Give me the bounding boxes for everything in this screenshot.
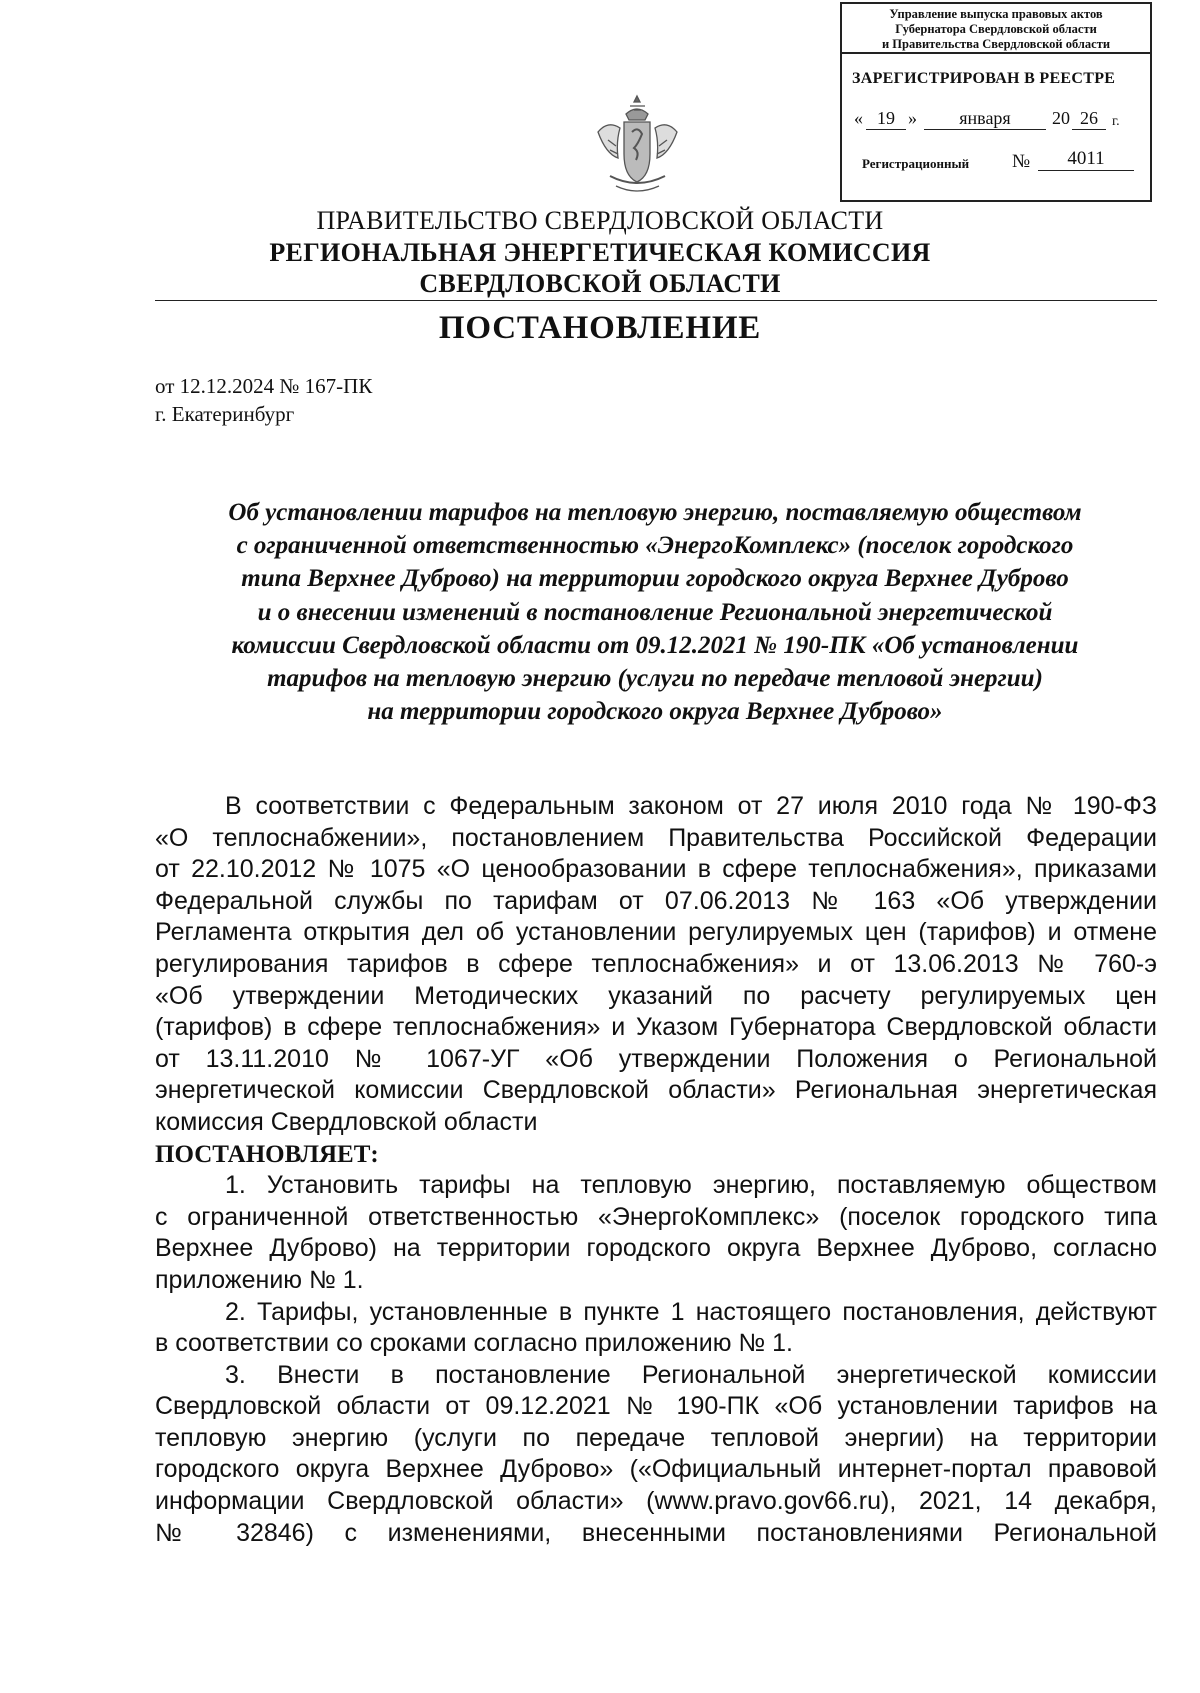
document-date-number: от 12.12.2024 № 167-ПК — [155, 374, 373, 398]
item-1-line: приложению № 1. — [155, 1265, 364, 1294]
item-3-line: тепловую энергию (услуги по передаче тепловой энергии) на территории — [155, 1423, 1157, 1452]
preamble-line: энергетической комиссии Свердловской области» Региональная энергетическая — [155, 1076, 1157, 1105]
government-heading: ПРАВИТЕЛЬСТВО СВЕРДЛОВСКОЙ ОБЛАСТИ — [316, 206, 884, 235]
stamp-year-suffix: 26 — [1072, 108, 1106, 130]
stamp-date — [854, 108, 1146, 134]
item-2-line: 2. Тарифы, установленные в пункте 1 настоящего постановления, действуют — [225, 1297, 1157, 1326]
stamp-quote-close: » — [908, 108, 917, 128]
resolves-heading: ПОСТАНОВЛЯЕТ: — [155, 1140, 379, 1168]
stamp-quote-open: « — [854, 108, 863, 128]
document-subject-title — [160, 496, 1150, 728]
item-3-line: Свердловской области от 09.12.2021 № 190-ПК «Об установлении тарифов на — [155, 1392, 1157, 1421]
item-3-line: информации Свердловской области» (www.pravo.gov66.ru), 2021, 14 декабря, — [155, 1487, 1157, 1516]
title-line: на территории городского округа Верхнее Дуброво» — [367, 698, 943, 726]
item-2-line: в соответствии со сроками согласно приложению № 1. — [155, 1329, 794, 1358]
preamble-line: Федеральной службы по тарифам от 07.06.2013 № 163 «Об утверждении — [155, 886, 1157, 915]
preamble-line: от 22.10.2012 № 1075 «О ценообразовании в сфере теплоснабжения», приказами — [155, 855, 1157, 884]
preamble-line: регулирования тарифов в сфере теплоснабжения» и от 13.06.2013 № 760-э — [155, 949, 1157, 978]
document-type-title: ПОСТАНОВЛЕНИЕ — [438, 310, 762, 346]
title-line: Об установлении тарифов на тепловую энергию, поставляемую обществом — [228, 499, 1082, 526]
stamp-reg-sign: № — [1012, 151, 1031, 172]
stamp-header-line: Управление выпуска правовых актов — [889, 7, 1103, 21]
stamp-header-line: Губернатора Свердловской области — [895, 22, 1097, 36]
stamp-header — [842, 4, 1150, 54]
preamble-line: «О теплоснабжении», постановлением Правительства Российской Федерации — [155, 823, 1157, 852]
item-3-line: 3. Внести в постановление Региональной энергетической комиссии — [225, 1360, 1157, 1389]
stamp-month: января — [924, 108, 1046, 130]
preamble-line: комиссия Свердловской области — [155, 1107, 538, 1136]
stamp-registered-label: ЗАРЕГИСТРИРОВАН В РЕЕСТРЕ — [852, 70, 1116, 87]
document-body — [155, 791, 1157, 1549]
stamp-year-prefix: 20 — [1052, 108, 1070, 128]
stamp-reg-label: Регистрационный — [862, 156, 970, 171]
title-line: и о внесении изменений в постановление Региональной энергетической — [257, 598, 1053, 626]
commission-heading-region: СВЕРДЛОВСКОЙ ОБЛАСТИ — [419, 269, 781, 298]
commission-heading: РЕГИОНАЛЬНАЯ ЭНЕРГЕТИЧЕСКАЯ КОМИССИЯ — [269, 238, 931, 267]
coat-of-arms-icon — [590, 92, 685, 204]
stamp-reg-number: 4011 — [1038, 148, 1134, 171]
header-divider — [155, 300, 1157, 301]
preamble-line: от 13.11.2010 № 1067-УГ «Об утверждении Положения о Региональной — [155, 1044, 1157, 1073]
title-line: типа Верхнее Дуброво) на территории городского округа Верхнее Дуброво — [241, 565, 1069, 593]
preamble-line: (тарифов) в сфере теплоснабжения» и Указом Губернатора Свердловской области — [155, 1013, 1157, 1042]
preamble-line: В соответствии с Федеральным законом от 27 июля 2010 года № 190-ФЗ — [225, 792, 1157, 820]
preamble-line: Регламента открытия дел об установлении регулируемых цен (тарифов) и отмене — [155, 918, 1157, 947]
title-line: комиссии Свердловской области от 09.12.2021 № 190-ПК «Об установлении — [231, 631, 1079, 659]
document-city: г. Екатеринбург — [155, 402, 295, 426]
title-line: тарифов на тепловую энергию (услуги по передаче тепловой энергии) — [267, 665, 1043, 693]
item-1-line: 1. Установить тарифы на тепловую энергию, поставляемую обществом — [225, 1171, 1157, 1200]
item-3-line: № 32846) с изменениями, внесенными постановлениями Региональной — [155, 1518, 1157, 1547]
item-1-line: с ограниченной ответственностью «ЭнергоКомплекс» (поселок городского типа — [155, 1202, 1157, 1231]
preamble-line: «Об утверждении Методических указаний по расчету регулируемых цен — [155, 981, 1157, 1010]
item-3-line: городского округа Верхнее Дуброво» («Официальный интернет-портал правовой — [155, 1455, 1157, 1484]
registry-stamp — [840, 2, 1152, 202]
stamp-year-mark: г. — [1112, 114, 1120, 129]
title-line: с ограниченной ответственностью «ЭнергоКомплекс» (поселок городского — [236, 532, 1074, 560]
stamp-day: 19 — [866, 108, 906, 130]
item-1-line: Верхнее Дуброво) на территории городского округа Верхнее Дуброво, согласно — [155, 1234, 1157, 1263]
stamp-header-line: и Правительства Свердловской области — [881, 37, 1111, 51]
